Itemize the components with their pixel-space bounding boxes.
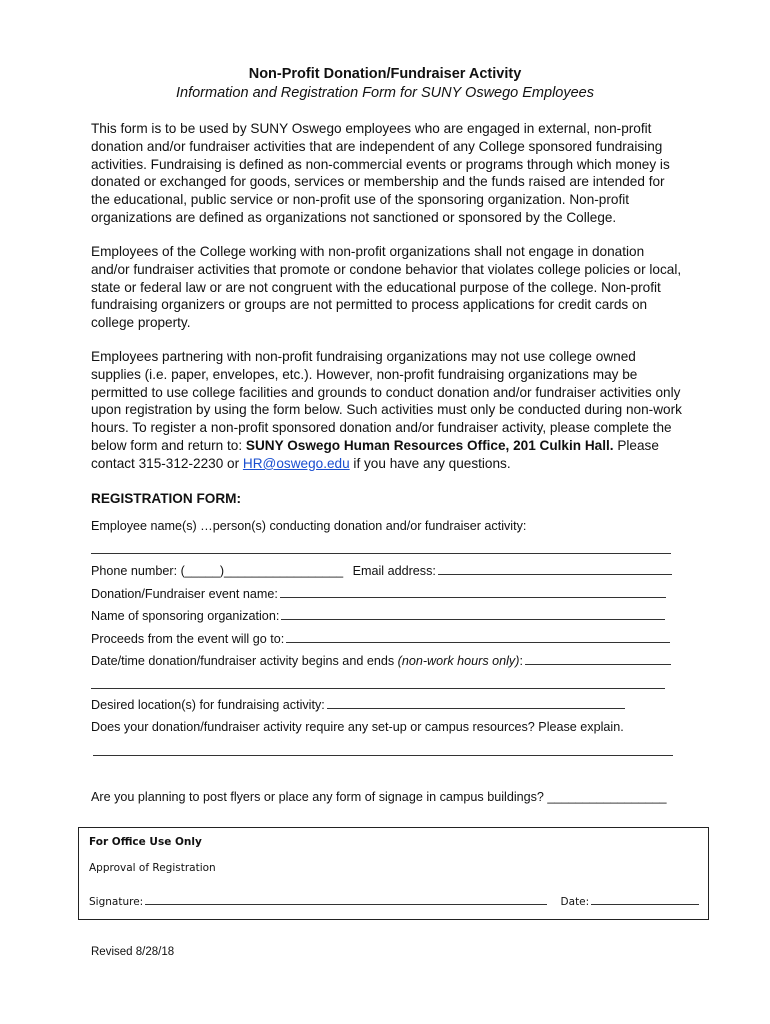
employee-names-label: Employee name(s) …person(s) conducting donation and/or fundraiser activity:	[91, 519, 527, 533]
event-name-line[interactable]	[280, 596, 666, 598]
proceeds-label: Proceeds from the event will go to:	[91, 632, 285, 646]
intro-paragraph-1: This form is to be used by SUNY Oswego employees who are engaged in external, non-profit donation and/or fundraiser activities that are independent of any College sponsored fundraising activities. Fundraising is defined as non-commercial events or programs through which money is donated or exchanged for goods, services or membership and the funds raised are intended for the educational, public service or non-profit use of the sponsoring organization. Non-profit organizations are defined as organizations not sanctioned or sponsored by the College.	[91, 121, 670, 225]
questions-text: if you have any questions.	[349, 455, 511, 471]
location-label: Desired location(s) for fundraising activity:	[91, 698, 325, 712]
document-title: Non-Profit Donation/Fundraiser Activity	[248, 66, 522, 82]
hr-office-address: SUNY Oswego Human Resources Office, 201 Culkin Hall.	[245, 437, 614, 453]
datetime-line[interactable]	[525, 663, 671, 665]
employee-names-line[interactable]	[91, 553, 671, 554]
event-name-row	[91, 587, 666, 601]
signature-line[interactable]	[145, 903, 547, 905]
location-line[interactable]	[327, 707, 625, 709]
sponsor-row	[91, 609, 665, 623]
intro-paragraph-2: Employees of the College working with non-profit organizations shall not engage in donation and/or fundraiser activities that promote or condone behavior that violates college policies or local, state or federal law or are not congruent with the educational purpose of the college. Non-profit fundraising organizers or groups are not permitted to process applications for credit cards on college property.	[91, 244, 682, 331]
event-name-label: Donation/Fundraiser event name:	[91, 587, 278, 601]
proceeds-line[interactable]	[286, 641, 670, 643]
phone-email-row	[91, 564, 672, 578]
date-label: Date:	[560, 896, 590, 908]
office-use-box	[78, 827, 709, 920]
contact-text: Please contact 315-312-2230 or	[91, 437, 659, 471]
sponsor-label: Name of sponsoring organization:	[91, 609, 280, 623]
resources-label: Does your donation/fundraiser activity require any set-up or campus resources? Please explain.	[91, 720, 624, 734]
email-line[interactable]	[438, 573, 672, 575]
signature-row	[89, 896, 699, 908]
datetime-colon: :	[519, 654, 523, 668]
datetime-label: Date/time donation/fundraiser activity begins and ends	[91, 654, 398, 668]
non-work-hours-note: (non-work hours only)	[397, 654, 520, 668]
revised-date: Revised 8/28/18	[91, 946, 175, 958]
phone-field[interactable]: Phone number: (_____)_________________	[91, 564, 344, 578]
registration-heading: REGISTRATION FORM:	[91, 491, 242, 506]
document-subtitle: Information and Registration Form for SUNY Oswego Employees	[176, 85, 594, 101]
intro-paragraph-3	[91, 348, 683, 473]
sponsor-line[interactable]	[281, 618, 665, 620]
location-row	[91, 698, 625, 712]
office-use-title: For Office Use Only	[89, 836, 202, 848]
hr-email-link[interactable]: HR@oswego.edu	[242, 455, 350, 471]
flyers-question[interactable]: Are you planning to post flyers or place any form of signage in campus buildings? _________________	[91, 790, 667, 804]
paragraph-3-text: Employees partnering with non-profit fundraising organizations may not use college owned supplies (i.e. paper, envelopes, etc.). However, non-profit fundraising organizations may be permitted to use college facilities and grounds to conduct donation and/or fundraiser activities only upon registration by using the form below. Such activities must only be conducted during non-work hours. To register a non-profit sponsored donation and/or fundraiser activity, please complete the below form and return to:	[91, 349, 682, 453]
signature-label: Signature:	[89, 896, 144, 908]
resources-line[interactable]	[93, 755, 673, 756]
approval-label: Approval of Registration	[89, 862, 216, 874]
email-label: Email address:	[352, 564, 436, 578]
datetime-line-2[interactable]	[91, 688, 665, 689]
date-line[interactable]	[591, 903, 699, 905]
proceeds-row	[91, 632, 670, 646]
datetime-row	[91, 654, 671, 668]
